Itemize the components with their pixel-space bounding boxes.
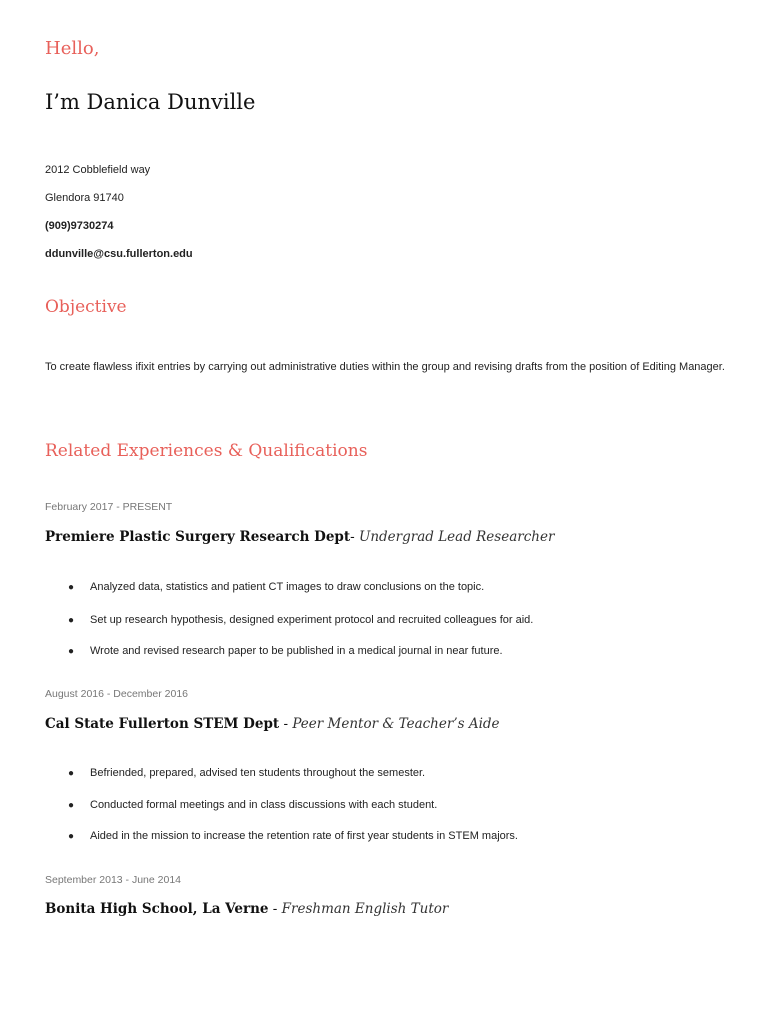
contact-street: 2012 Cobblefield way: [45, 164, 151, 176]
list-item: [68, 581, 484, 593]
bullet-text: Conducted formal meetings and in class discussions with each student.: [90, 799, 438, 811]
contact-phone: (909)9730274: [45, 220, 114, 232]
job-heading: [45, 529, 554, 545]
job-heading: [45, 901, 448, 917]
list-item: [68, 645, 503, 657]
job-org: Bonita High School, La Verne: [45, 901, 269, 917]
bullet-text: Wrote and revised research paper to be published in a medical journal in near future.: [90, 645, 503, 657]
job-date: August 2016 - December 2016: [45, 688, 189, 700]
job-role: Freshman English Tutor: [281, 901, 449, 917]
contact-city: Glendora 91740: [45, 192, 124, 204]
list-item: [68, 767, 425, 779]
job-role: Undergrad Lead Researcher: [358, 529, 555, 545]
bullet-text: Analyzed data, statistics and patient CT images to draw conclusions on the topic.: [90, 581, 485, 593]
objective-title: Objective: [45, 297, 127, 317]
bullet-icon: ●: [68, 646, 75, 657]
job-role: Peer Mentor & Teacher’s Aide: [292, 716, 500, 732]
job-org: Cal State Fullerton STEM Dept: [45, 716, 280, 732]
bullet-text: Befriended, prepared, advised ten students throughout the semester.: [90, 767, 426, 779]
job-org: Premiere Plastic Surgery Research Dept: [45, 529, 351, 545]
list-item: [68, 799, 437, 811]
list-item: [68, 614, 533, 626]
greeting: Hello,: [45, 38, 100, 59]
bullet-icon: ●: [68, 582, 75, 593]
job-separator: -: [268, 901, 282, 917]
experience-title: Related Experiences & Qualifications: [45, 441, 368, 461]
job-date: February 2017 - PRESENT: [45, 501, 173, 513]
job-separator: -: [279, 716, 293, 732]
list-item: [68, 830, 518, 842]
job-heading: [45, 716, 500, 732]
bullet-text: Aided in the mission to increase the retention rate of first year students in STEM majors.: [90, 830, 518, 842]
job-date: September 2013 - June 2014: [45, 874, 182, 886]
candidate-name: I’m Danica Dunville: [45, 90, 256, 114]
contact-email: ddunville@csu.fullerton.edu: [45, 248, 193, 260]
bullet-text: Set up research hypothesis, designed experiment protocol and recruited colleagues for aid.: [90, 614, 534, 626]
objective-text: To create flawless ifixit entries by carrying out administrative duties within the group and revising drafts from the position of Editing Manager.: [45, 361, 725, 373]
bullet-icon: ●: [68, 768, 75, 779]
bullet-icon: ●: [68, 800, 75, 811]
bullet-icon: ●: [68, 615, 75, 626]
bullet-icon: ●: [68, 831, 75, 842]
job-separator: -: [350, 529, 359, 545]
